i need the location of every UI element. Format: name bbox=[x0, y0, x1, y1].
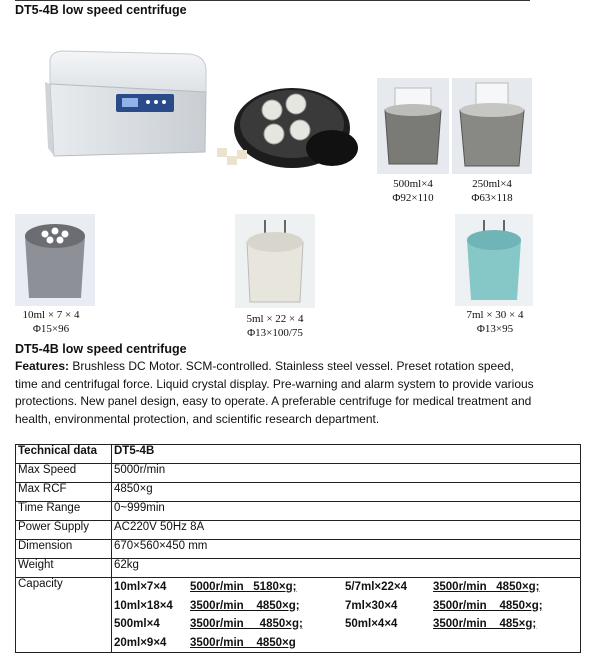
table-row bbox=[16, 464, 581, 483]
spec-val: 0~999min bbox=[112, 502, 581, 521]
bucket-500-caption-1: 500ml×4 bbox=[393, 178, 433, 190]
adapter-10ml-image bbox=[15, 214, 95, 306]
features-text: Brushless DC Motor. SCM-controlled. Stainless steel vessel. Preset rotation speed, time and centrifugal force. Liquid crystal display. Pre-warning and alarm system to provide various protections. New panel design, easy to operate. A preferable centrifuge for medical treatment and health, environmental protection, and scientific research department. bbox=[15, 359, 534, 426]
spec-header-val: DT5-4B bbox=[112, 445, 581, 464]
capacity-item: 10ml×7×4 bbox=[114, 581, 167, 593]
capacity-speed: 3500r/min 4850×g; bbox=[190, 618, 303, 630]
capacity-speed: 5000r/min 5180×g; bbox=[190, 581, 297, 593]
bucket-250-caption-1: 250ml×4 bbox=[472, 178, 512, 190]
spec-capacity-key: Capacity bbox=[16, 578, 112, 653]
capacity-line bbox=[114, 578, 578, 597]
capacity-speed: 3500r/min 4850×g bbox=[190, 636, 296, 649]
bucket-250-caption-2: Φ63×118 bbox=[471, 192, 513, 204]
capacity-item: 7ml×30×4 bbox=[345, 599, 398, 612]
page-title: DT5-4B low speed centrifuge bbox=[15, 3, 187, 17]
adapter-7ml-image bbox=[455, 214, 533, 306]
spec-key: Max RCF bbox=[16, 483, 112, 502]
spec-header-key: Technical data bbox=[16, 445, 112, 464]
adapter-10ml-caption-1: 10ml × 7 × 4 bbox=[22, 309, 80, 321]
capacity-line bbox=[114, 615, 578, 634]
capacity-line bbox=[114, 597, 578, 616]
spec-val: 670×560×450 mm bbox=[112, 540, 581, 559]
capacity-item: 5/7ml×22×4 bbox=[345, 581, 408, 593]
capacity-item: 10ml×18×4 bbox=[114, 599, 173, 612]
features-label: Features: bbox=[15, 359, 70, 373]
capacity-line bbox=[114, 634, 578, 653]
adapter-7ml-caption-1: 7ml × 30 × 4 bbox=[466, 309, 524, 321]
spec-val: 4850×g bbox=[112, 483, 581, 502]
adapter-5ml-caption-2: Φ13×100/75 bbox=[247, 327, 303, 339]
adapter-5ml-caption-1: 5ml × 22 × 4 bbox=[246, 313, 304, 325]
capacity-speed: 3500r/min 4850×g; bbox=[190, 599, 300, 612]
capacity-item: 500ml×4 bbox=[114, 618, 160, 630]
centrifuge-image bbox=[40, 44, 215, 164]
features-paragraph bbox=[15, 358, 535, 428]
spec-val: 62kg bbox=[112, 559, 581, 578]
spec-val: 5000r/min bbox=[112, 464, 581, 483]
spec-table bbox=[15, 444, 581, 653]
table-row bbox=[16, 559, 581, 578]
table-row bbox=[16, 540, 581, 559]
adapter-5ml-image bbox=[235, 214, 315, 308]
spec-key: Time Range bbox=[16, 502, 112, 521]
capacity-speed: 3500r/min 4850×g; bbox=[433, 599, 543, 612]
table-row bbox=[16, 578, 581, 653]
spec-key: Power Supply bbox=[16, 521, 112, 540]
bucket-500-caption-2: Φ92×110 bbox=[392, 192, 434, 204]
capacity-item: 20ml×9×4 bbox=[114, 636, 167, 649]
table-row bbox=[16, 483, 581, 502]
adapter-7ml-caption-2: Φ13×95 bbox=[476, 323, 514, 335]
capacity-speed: 3500r/min 4850×g; bbox=[433, 581, 540, 593]
capacity-item: 50ml×4×4 bbox=[345, 618, 398, 630]
spec-capacity-val bbox=[112, 578, 581, 653]
table-row bbox=[16, 521, 581, 540]
spec-key: Max Speed bbox=[16, 464, 112, 483]
section-title: DT5-4B low speed centrifuge bbox=[15, 342, 187, 356]
table-row bbox=[16, 445, 581, 464]
rotor-image bbox=[212, 78, 362, 173]
spec-key: Weight bbox=[16, 559, 112, 578]
spec-val: AC220V 50Hz 8A bbox=[112, 521, 581, 540]
bucket-500-image bbox=[377, 78, 449, 174]
top-rule bbox=[15, 0, 530, 1]
capacity-speed: 3500r/min 485×g; bbox=[433, 618, 537, 630]
spec-key: Dimension bbox=[16, 540, 112, 559]
bucket-250-image bbox=[452, 78, 532, 174]
adapter-10ml-caption-2: Φ15×96 bbox=[32, 323, 70, 335]
table-row bbox=[16, 502, 581, 521]
